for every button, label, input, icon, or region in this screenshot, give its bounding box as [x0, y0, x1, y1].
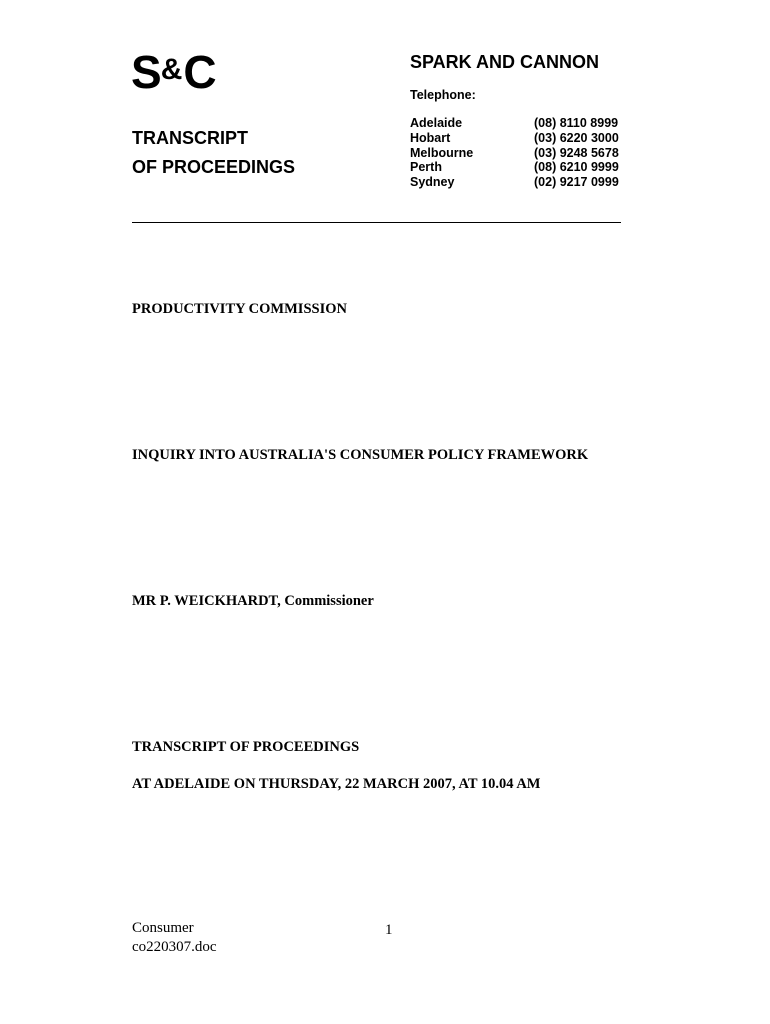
- office-city: Sydney: [410, 175, 455, 190]
- company-name: SPARK AND CANNON: [410, 52, 599, 72]
- office-phone: (02) 9217 0999: [534, 175, 619, 190]
- office-city: Adelaide: [410, 116, 463, 130]
- telephone-label: Telephone:: [410, 88, 476, 102]
- office-row-hobart: [410, 131, 625, 146]
- office-city: Melbourne: [410, 145, 474, 160]
- document-type-line-2: OF PROCEEDINGS: [132, 157, 296, 177]
- office-city: Perth: [410, 160, 442, 175]
- session-details: AT ADELAIDE ON THURSDAY, 22 MARCH 2007, AT 10.04 AM: [132, 776, 541, 792]
- footer-filename: co220307.doc: [132, 939, 217, 955]
- footer-label: Consumer: [132, 920, 194, 936]
- office-row-perth: [410, 160, 625, 175]
- header-divider: [132, 222, 621, 223]
- organisation-heading: PRODUCTIVITY COMMISSION: [132, 301, 347, 317]
- page-number: 1: [385, 922, 393, 938]
- office-row-sydney: [410, 175, 625, 190]
- footer-file-info: [132, 919, 217, 957]
- office-phone-list: [410, 116, 625, 190]
- document-type-heading: [132, 124, 295, 182]
- logo-ampersand: &: [160, 53, 183, 86]
- office-phone: (08) 8110 8999: [534, 116, 619, 130]
- logo-letter-s: S: [131, 46, 160, 98]
- transcript-title: TRANSCRIPT OF PROCEEDINGS: [132, 739, 360, 755]
- office-phone: (03) 6220 3000: [534, 130, 619, 145]
- office-phone: (08) 6210 9999: [534, 160, 619, 175]
- office-city: Hobart: [410, 130, 451, 145]
- inquiry-title: INQUIRY INTO AUSTRALIA'S CONSUMER POLICY FRAMEWORK: [132, 447, 589, 463]
- document-type-line-1: TRANSCRIPT: [132, 128, 248, 148]
- logo-letter-c: C: [183, 46, 215, 98]
- office-phone: (03) 9248 5678: [534, 145, 619, 160]
- commissioner-name: MR P. WEICKHARDT, Commissioner: [132, 593, 374, 609]
- office-row-adelaide: [410, 116, 625, 131]
- sc-logo: [131, 44, 215, 98]
- office-row-melbourne: [410, 146, 625, 161]
